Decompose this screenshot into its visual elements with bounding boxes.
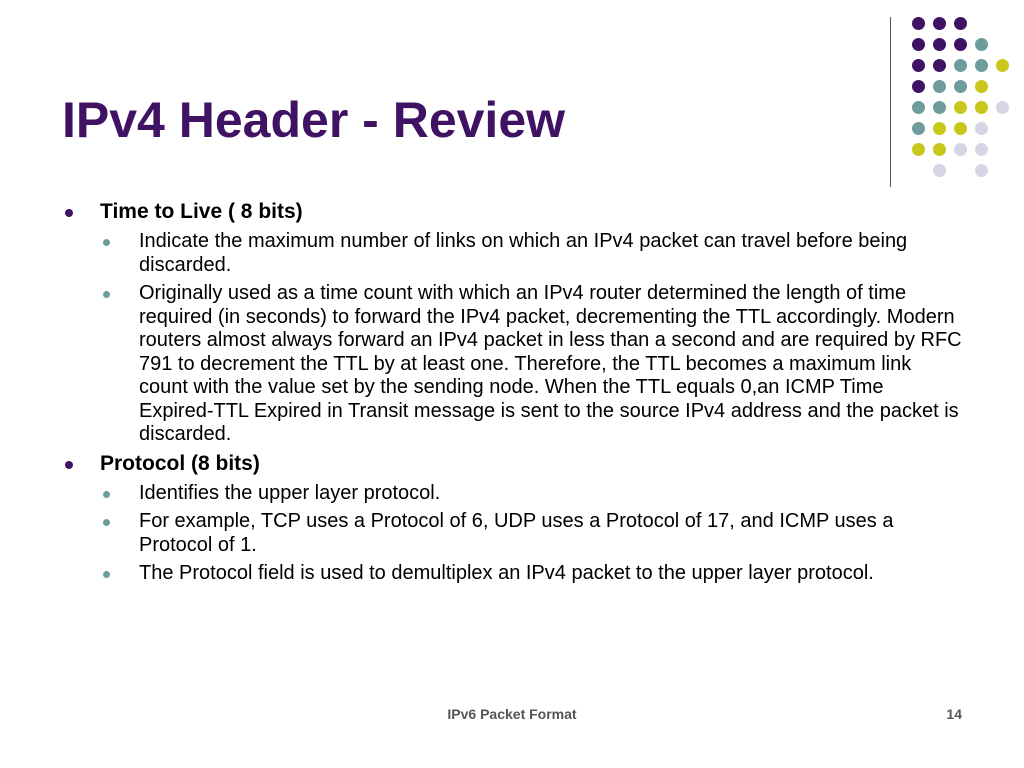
decorative-dot-purple (954, 38, 967, 51)
decorative-dot-lavender (933, 164, 946, 177)
bullet-item-level2 (100, 282, 962, 447)
bullet-item-level1 (62, 199, 962, 225)
decorative-dot-yellow (996, 59, 1009, 72)
bullet-dot-icon (103, 519, 110, 526)
decorative-dot-yellow (912, 143, 925, 156)
decorative-dot-lavender (975, 122, 988, 135)
section-heading: Protocol (8 bits) (100, 451, 260, 475)
decorative-dot-purple (912, 17, 925, 30)
decorative-dot-lavender (996, 101, 1009, 114)
decorative-dot-teal (975, 38, 988, 51)
decorative-dot-teal (975, 59, 988, 72)
bullet-text: Indicate the maximum number of links on which an IPv4 packet can travel before being discarded. (139, 230, 908, 276)
slide-number: 14 (946, 706, 962, 722)
decorative-dot-teal (933, 101, 946, 114)
slide-title: IPv4 Header - Review (62, 92, 566, 148)
footer-title: IPv6 Packet Format (447, 706, 577, 722)
decorative-dot-yellow (954, 101, 967, 114)
decorative-dot-purple (933, 59, 946, 72)
bullet-text: The Protocol field is used to demultiplex an IPv4 packet to the upper layer protocol. (139, 562, 874, 584)
decorative-dot-purple (912, 80, 925, 93)
slide-content (62, 195, 962, 586)
decorative-dot-lavender (954, 143, 967, 156)
decorative-dot-purple (933, 38, 946, 51)
decorative-dot-teal (912, 122, 925, 135)
bullet-text: Originally used as a time count with which an IPv4 router determined the length of time required (in seconds) to forward the IPv4 packet, decrementing the TTL accordingly. Modern routers almost always forward an IPv4 packet in less than a second and are required by RFC 791 to decrement the TTL by at least one. Therefore, the TTL becomes a maximum link count with the value set by the sending node. When the TTL equals 0,an ICMP Time Expired-TTL Expired in Transit message is sent to the source IPv4 address and the packet is discarded. (139, 282, 962, 445)
bullet-dot-icon (65, 209, 73, 217)
bullet-dot-icon (65, 461, 73, 469)
decorative-dot-purple (954, 17, 967, 30)
bullet-dot-icon (103, 239, 110, 246)
decorative-dot-yellow (933, 122, 946, 135)
bullet-item-level2 (100, 482, 962, 506)
decorative-dot-teal (954, 80, 967, 93)
decorative-dot-teal (933, 80, 946, 93)
section-time-to-live (62, 199, 962, 447)
section-heading: Time to Live ( 8 bits) (100, 200, 303, 223)
bullet-item-level2 (100, 562, 962, 586)
bullet-text: For example, TCP uses a Protocol of 6, UDP uses a Protocol of 17, and ICMP uses a Protocol of 1. (139, 510, 894, 556)
decorative-dot-yellow (954, 122, 967, 135)
bullet-item-level2 (100, 510, 962, 557)
decorative-dot-purple (912, 38, 925, 51)
bullet-dot-icon (103, 291, 110, 298)
bullet-dot-icon (103, 571, 110, 578)
decorative-dot-yellow (975, 101, 988, 114)
decorative-dot-lavender (975, 164, 988, 177)
decorative-dot-yellow (933, 143, 946, 156)
decorative-dot-lavender (975, 143, 988, 156)
decorative-dot-yellow (975, 80, 988, 93)
bullet-dot-icon (103, 491, 110, 498)
section-protocol (62, 451, 962, 586)
decorative-dot-teal (912, 101, 925, 114)
decorative-dot-purple (912, 59, 925, 72)
decorative-divider-line (890, 17, 891, 187)
bullet-item-level2 (100, 230, 962, 277)
decorative-dot-teal (954, 59, 967, 72)
decorative-dot-purple (933, 17, 946, 30)
bullet-text: Identifies the upper layer protocol. (139, 481, 441, 504)
bullet-item-level1 (62, 451, 962, 477)
